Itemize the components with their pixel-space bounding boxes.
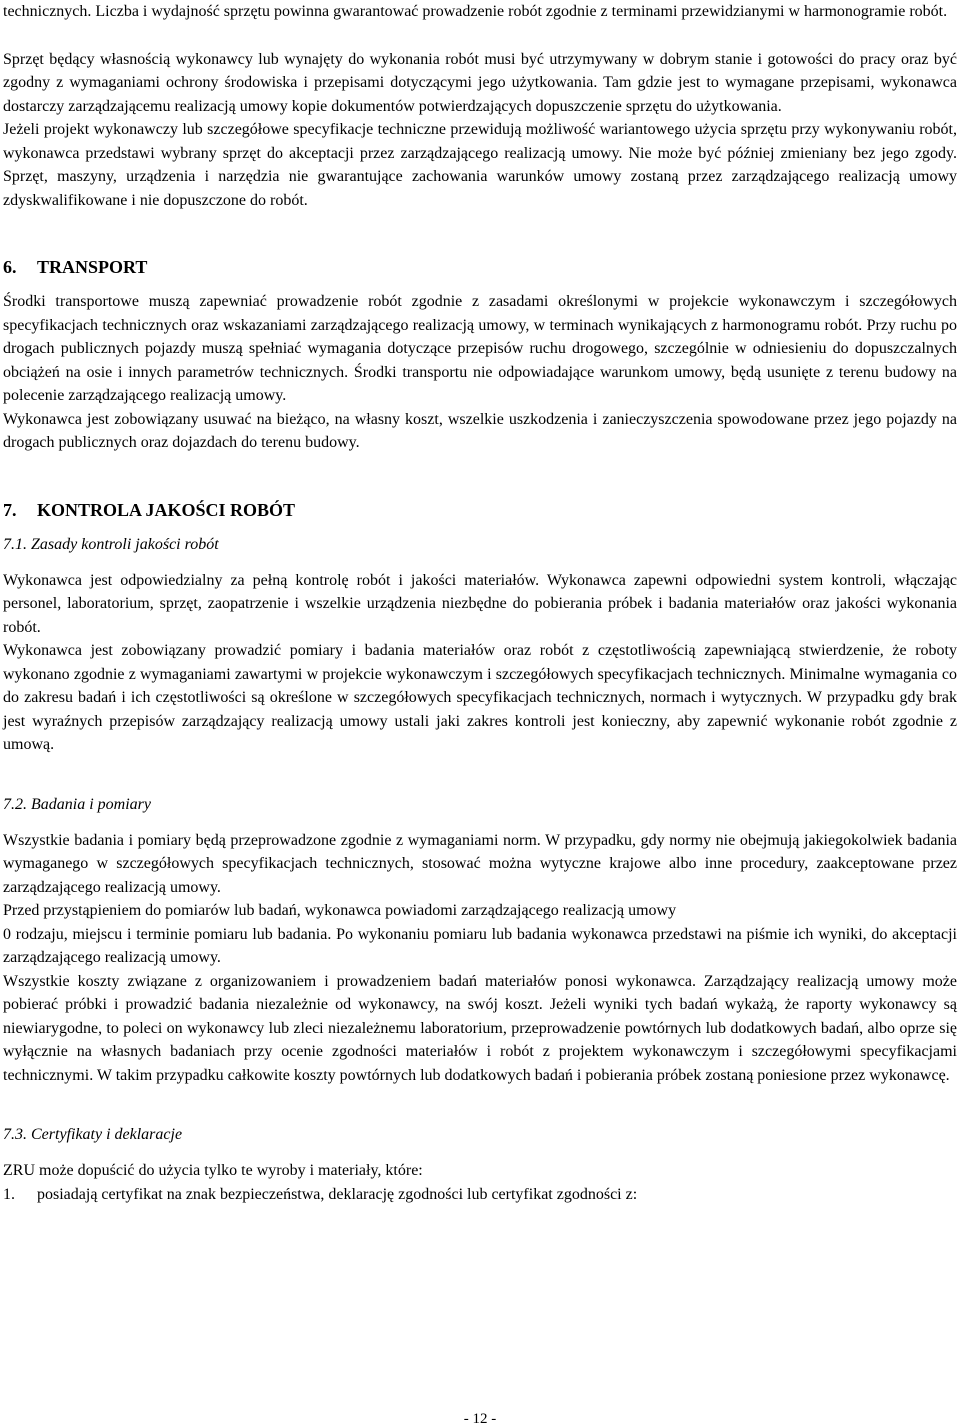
subsection-7-3-paragraph-1: ZRU może dopuścić do użycia tylko te wyroby i materiały, które: [3, 1162, 423, 1179]
intro-paragraph-1: technicznych. Liczba i wydajność sprzętu powinna gwarantować prowadzenie robót zgodnie z terminami przewidzianymi w harmonogramie robót. [3, 3, 948, 20]
section-7-title: KONTROLA JAKOŚCI ROBÓT [37, 499, 296, 520]
subsection-7-2-heading: 7.2. Badania i pomiary [3, 795, 151, 813]
subsection-7-2-paragraph-3: Wszystkie koszty związane z organizowaniem i prowadzeniem badań materiałów ponosi wykonawca. Zarządzający realizacją umowy może pobierać próbki i prowadzić badania niezależnie od wykonawcy, na swój koszt. Jeżeli wyniki tych badań wykażą, że raporty wykonawcy są niewiarygodne, to poleci on wykonawcy lub zleci niezależnemu laboratorium, przeprowadzenie powtórnych lub dodatkowych badań, albo oprze się wyłącznie na własnych badaniach przy ocenie zgodności materiałów i robót z projektem wykonawczym i szczegółowymi specyfikacjami technicznymi. W takim przypadku całkowite koszty powtórnych lub dodatkowych badań i pobierania próbek zostaną poniesione przez wykonawcę. [3, 972, 957, 1084]
subsection-7-2-paragraph-2a: Przed przystąpieniem do pomiarów lub badań, wykonawca powiadomi zarządzającego realizacją umowy [3, 902, 677, 919]
subsection-7-2-paragraph-2b: 0 rodzaju, miejscu i terminie pomiaru lub badania. Po wykonaniu pomiaru lub badania wykonawca przedstawi na piśmie ich wyniki, do akceptacji zarządzającego realizacją umowy. [3, 925, 957, 966]
intro-paragraph-3: Jeżeli projekt wykonawczy lub szczegółowe specyfikacje techniczne przewidują możliwość wariantowego użycia sprzętu przy wykonywaniu robót, wykonawca przedstawi wybrany sprzęt do akceptacji przez zarządzającego realizacją umowy. Nie może być później zmieniany bez jego zgody. Sprzęt, maszyny, urządzenia i narzędzia nie gwarantujące zachowania warunków umowy zostaną przez zarządzającego realizacją umowy zdyskwalifikowane i nie dopuszczone do robót. [3, 121, 957, 209]
section-6-paragraph-1: Środki transportowe muszą zapewniać prowadzenie robót zgodnie z zasadami określonymi w projekcie wykonawczym i szczegółowych specyfikacjach technicznych oraz wskazaniami zarządzającego realizacją umowy, w terminach wynikających z harmonogramu robót. Przy ruchu po drogach publicznych pojazdy muszą spełniać wymagania dotyczące przepisów ruchu drogowego, szczególnie w odniesieniu do dopuszczalnych obciążeń na osie i innych parametrów technicznych. Środki transportu nie odpowiadające warunkom umowy, będą usunięte z terenu budowy na polecenie zarządzającego realizacją umowy. [3, 293, 957, 404]
list-item [3, 1183, 957, 1207]
section-7-number: 7. [3, 499, 17, 520]
section-6-number: 6. [3, 257, 17, 277]
section-7-heading [3, 497, 957, 523]
intro-paragraph-2: Sprzęt będący własnością wykonawcy lub wynajęty do wykonania robót musi być utrzymywany w dobrym stanie i gotowości do pracy oraz być zgodny z wymaganiami ochrony środowiska i przepisami dotyczącymi jego użytkowania. Tam gdzie jest to wymagane przepisami, wykonawca dostarczy zarządzającemu realizacją umowy kopie dokumentów potwierdzających dopuszczenie sprzętu do użytkowania. [3, 50, 957, 115]
subsection-7-1-heading: 7.1. Zasady kontroli jakości robót [3, 535, 219, 553]
subsection-7-1-paragraph-1: Wykonawca jest odpowiedzialny za pełną kontrolę robót i jakości materiałów. Wykonawca zapewni odpowiedni system kontroli, włączając personel, laboratorium, sprzęt, zaopatrzenie i wszelkie urządzenia niezbędne do pobierania próbek i badania materiałów oraz jakości wykonania robót. [3, 571, 957, 636]
list-item-number: 1. [3, 1185, 15, 1203]
subsection-7-3-heading: 7.3. Certyfikaty i deklaracje [3, 1126, 183, 1143]
page-number: - 12 - [463, 1411, 497, 1427]
list-item-text: posiadają certyfikat na znak bezpieczeństwa, deklarację zgodności lub certyfikat zgodności z: [37, 1185, 638, 1203]
section-6-paragraph-2: Wykonawca jest zobowiązany usuwać na bieżąco, na własny koszt, wszelkie uszkodzenia i zanieczyszczenia spowodowane przez jego pojazdy na drogach publicznych oraz dojazdach do terenu budowy. [3, 410, 957, 451]
subsection-7-2-paragraph-1: Wszystkie badania i pomiary będą przeprowadzone zgodnie z wymaganiami norm. W przypadku, gdy normy nie obejmują jakiegokolwiek badania wymaganego w szczegółowych specyfikacjach technicznych, stosować można wytyczne krajowe albo inne procedury, zaakceptowane przez zarządzającego realizacją umowy. [3, 831, 957, 896]
section-6-heading [3, 254, 957, 280]
subsection-7-1-paragraph-2: Wykonawca jest zobowiązany prowadzić pomiary i badania materiałów oraz robót z częstotliwością zapewniającą stwierdzenie, że roboty wykonano zgodnie z wymaganiami zawartymi w projekcie wykonawczym i szczegółowych specyfikacjach technicznych. Minimalne wymagania co do zakresu badań i ich częstotliwości są określone w szczegółowych specyfikacjach technicznych, normach i wytycznych. W przypadku gdy brak jest wyraźnych przepisów zarządzający realizacją umowy ustali jaki zakres kontroli jest konieczny, aby zapewnić wykonanie robót zgodnie z umową. [3, 642, 957, 753]
section-6-title: TRANSPORT [37, 257, 148, 277]
document-page [3, 0, 957, 1206]
